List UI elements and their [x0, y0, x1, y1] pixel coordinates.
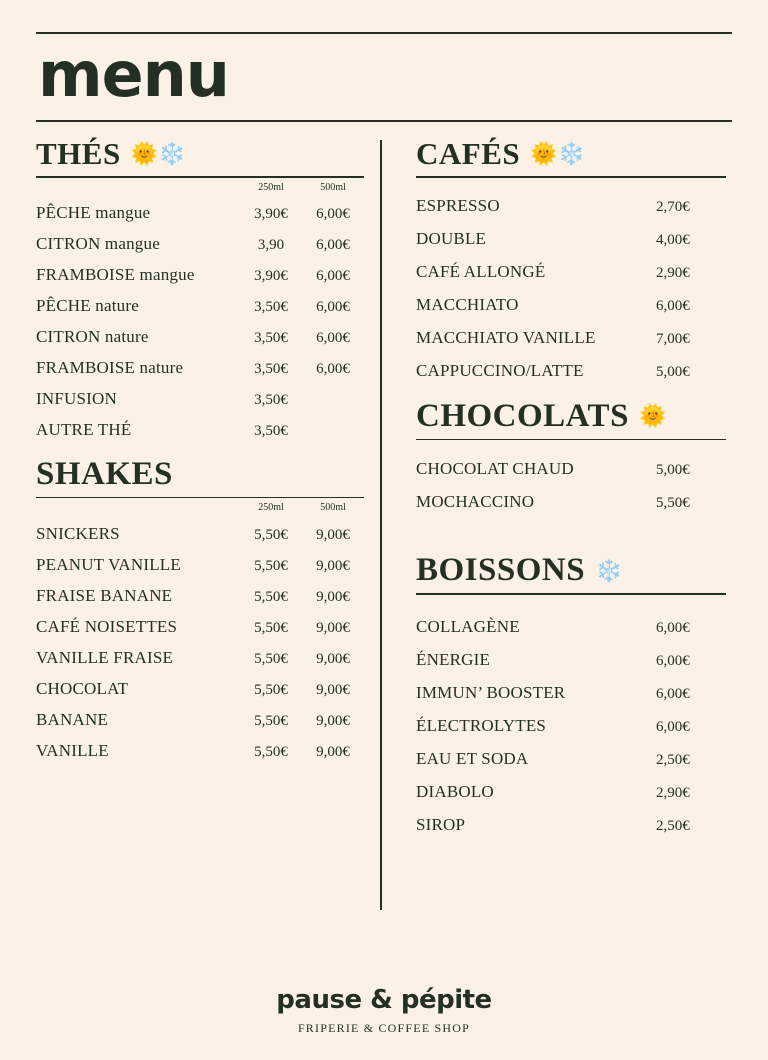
menu-item	[36, 673, 364, 704]
section-cafes-header	[416, 136, 726, 172]
item-price-500: 6,00€	[316, 299, 350, 315]
right-column	[382, 136, 726, 912]
item-label: SNICKERS	[36, 523, 120, 543]
item-price-250: 3,90€	[254, 206, 288, 222]
item-price-250: 5,50€	[254, 526, 288, 543]
menu-item	[416, 256, 726, 289]
section-shakes-title: SHAKES	[36, 455, 173, 492]
section-cafes-title: CAFÉS	[416, 136, 521, 171]
menu-item	[36, 322, 364, 353]
item-label: CAFÉ NOISETTES	[36, 616, 178, 636]
section-chocolats-header	[416, 398, 726, 435]
menu-item	[416, 289, 726, 322]
item-price-500: 9,00€	[316, 557, 350, 574]
item-label: CITRON nature	[36, 327, 149, 346]
item-label: BANANE	[36, 709, 109, 729]
item-price: 6,00€	[656, 653, 690, 669]
sun-snowflake-icon: 🌞❄️	[130, 141, 186, 166]
item-label: AUTRE THÉ	[36, 420, 132, 439]
menu-item	[416, 355, 726, 388]
sun-snowflake-icon: 🌞❄️	[530, 141, 585, 166]
menu-item	[416, 223, 726, 256]
menu-item	[416, 743, 726, 776]
item-label: FRAMBOISE mangue	[36, 265, 195, 284]
item-price-250: 5,50€	[254, 588, 288, 605]
item-label: CAPPUCCINO/LATTE	[416, 361, 584, 380]
section-shakes	[36, 456, 364, 767]
item-price-500: 6,00€	[316, 206, 350, 222]
menu-item	[416, 644, 726, 677]
item-price-250: 5,50€	[254, 743, 288, 760]
item-label: MOCHACCINO	[416, 491, 535, 511]
item-price-500: 9,00€	[316, 743, 350, 760]
menu-item	[36, 735, 364, 766]
section-chocolats	[416, 398, 726, 519]
item-price-500: 6,00€	[316, 361, 350, 377]
section-thes	[36, 136, 364, 446]
item-price: 2,90€	[656, 265, 690, 281]
item-label: ESPRESSO	[416, 196, 500, 215]
menu-item	[416, 611, 726, 644]
item-label: VANILLE FRAISE	[36, 647, 174, 667]
menu-item	[36, 642, 364, 673]
item-price-500: 6,00€	[316, 268, 350, 284]
item-label: PÊCHE mangue	[36, 203, 151, 222]
size-header-250: 250ml	[258, 502, 284, 513]
item-label: PÊCHE nature	[36, 296, 139, 315]
menu-item	[36, 518, 364, 549]
item-price: 7,00€	[656, 331, 690, 347]
item-price: 2,50€	[656, 752, 690, 768]
item-label: CAFÉ ALLONGÉ	[416, 262, 546, 281]
section-chocolats-title: CHOCOLATS	[416, 397, 629, 434]
item-label: IMMUN’ BOOSTER	[416, 683, 566, 702]
menu-item	[36, 260, 364, 291]
menu-item	[36, 580, 364, 611]
section-boissons	[416, 552, 726, 842]
menu-item	[36, 415, 364, 446]
item-price: 2,70€	[656, 199, 690, 215]
menu-item	[416, 809, 726, 842]
item-label: VANILLE	[36, 740, 109, 760]
item-price: 6,00€	[656, 620, 690, 636]
section-gap	[416, 518, 726, 552]
menu-item	[36, 611, 364, 642]
menu-item	[36, 291, 364, 322]
item-price-250: 3,50€	[254, 423, 288, 439]
size-header-500: 500ml	[320, 181, 346, 193]
menu-item	[36, 229, 364, 260]
item-price: 5,00€	[656, 364, 690, 380]
top-divider	[36, 32, 732, 34]
item-price-500: 6,00€	[316, 237, 350, 253]
menu-item	[416, 452, 726, 485]
item-label: CHOCOLAT	[36, 678, 129, 698]
snowflake-icon: ❄️	[595, 557, 623, 583]
item-price-250: 5,50€	[254, 619, 288, 636]
item-label: DOUBLE	[416, 229, 487, 248]
item-label: SIROP	[416, 815, 466, 834]
item-price-500: 9,00€	[316, 712, 350, 729]
item-price-250: 3,50€	[254, 392, 288, 408]
item-price: 5,00€	[656, 461, 690, 478]
menu-item	[416, 322, 726, 355]
menu-item	[36, 549, 364, 580]
section-shakes-size-headers	[36, 502, 364, 516]
section-boissons-title: BOISSONS	[416, 552, 586, 588]
item-price-250: 3,90€	[254, 268, 288, 284]
item-price-500: 9,00€	[316, 526, 350, 543]
item-label: DIABOLO	[416, 782, 494, 801]
item-price: 4,00€	[656, 232, 690, 248]
item-price-250: 3,50€	[254, 330, 288, 346]
title-divider	[36, 120, 732, 122]
menu-item	[416, 776, 726, 809]
section-gap	[36, 446, 364, 456]
menu-item	[416, 485, 726, 518]
item-price-250: 3,90	[257, 237, 285, 253]
section-gap	[416, 388, 726, 398]
item-label: CHOCOLAT CHAUD	[416, 458, 574, 478]
item-label: FRAISE BANANE	[36, 585, 173, 605]
section-chocolats-divider	[416, 439, 726, 441]
menu-item	[36, 353, 364, 384]
item-price-250: 5,50€	[254, 712, 288, 729]
menu-item	[36, 384, 364, 415]
item-label: ÉLECTROLYTES	[416, 716, 547, 735]
item-price: 5,50€	[656, 494, 690, 511]
menu-item	[416, 710, 726, 743]
page-title: menu	[38, 38, 229, 111]
section-shakes-header	[36, 456, 364, 493]
item-price-250: 5,50€	[254, 557, 288, 574]
item-label: MACCHIATO VANILLE	[416, 328, 596, 347]
section-thes-header	[36, 136, 364, 172]
item-label: PEANUT VANILLE	[36, 554, 181, 574]
item-label: FRAMBOISE nature	[36, 358, 184, 377]
section-thes-size-headers	[36, 182, 364, 196]
section-thes-divider	[36, 176, 364, 178]
menu-item	[416, 677, 726, 710]
size-header-500: 500ml	[320, 502, 346, 513]
menu-item	[36, 198, 364, 229]
section-cafes	[416, 136, 726, 388]
item-price-500: 9,00€	[316, 650, 350, 667]
menu-columns	[36, 136, 732, 912]
brand-name: pause & pépite	[276, 985, 492, 1015]
left-column	[36, 136, 380, 912]
section-shakes-divider	[36, 497, 364, 499]
item-price: 6,00€	[656, 298, 690, 314]
item-label: ÉNERGIE	[416, 650, 491, 669]
item-label: CITRON mangue	[36, 234, 160, 253]
item-price-500: 9,00€	[316, 681, 350, 698]
menu-item	[36, 704, 364, 735]
item-price-500: 9,00€	[316, 619, 350, 636]
item-price-250: 5,50€	[254, 681, 288, 698]
item-price-500: 9,00€	[316, 588, 350, 605]
item-price: 2,90€	[656, 785, 690, 801]
item-price-250: 3,50€	[254, 299, 288, 315]
section-boissons-divider	[416, 593, 726, 595]
size-header-250: 250ml	[258, 181, 284, 193]
sun-icon: 🌞	[638, 403, 667, 428]
item-label: EAU ET SODA	[416, 749, 529, 768]
section-cafes-divider	[416, 176, 726, 178]
item-label: MACCHIATO	[416, 295, 519, 314]
item-price: 2,50€	[656, 818, 690, 834]
menu-item	[416, 190, 726, 223]
item-price-500: 6,00€	[316, 330, 350, 346]
section-thes-title: THÉS	[36, 136, 121, 171]
footer	[0, 985, 768, 1036]
item-label: INFUSION	[36, 389, 117, 408]
item-label: COLLAGÈNE	[416, 617, 520, 636]
item-price: 6,00€	[656, 719, 690, 735]
item-price: 6,00€	[656, 686, 690, 702]
section-boissons-header	[416, 552, 726, 589]
item-price-250: 3,50€	[254, 361, 288, 377]
item-price-250: 5,50€	[254, 650, 288, 667]
brand-tagline: FRIPERIE & COFFEE SHOP	[297, 1021, 471, 1035]
